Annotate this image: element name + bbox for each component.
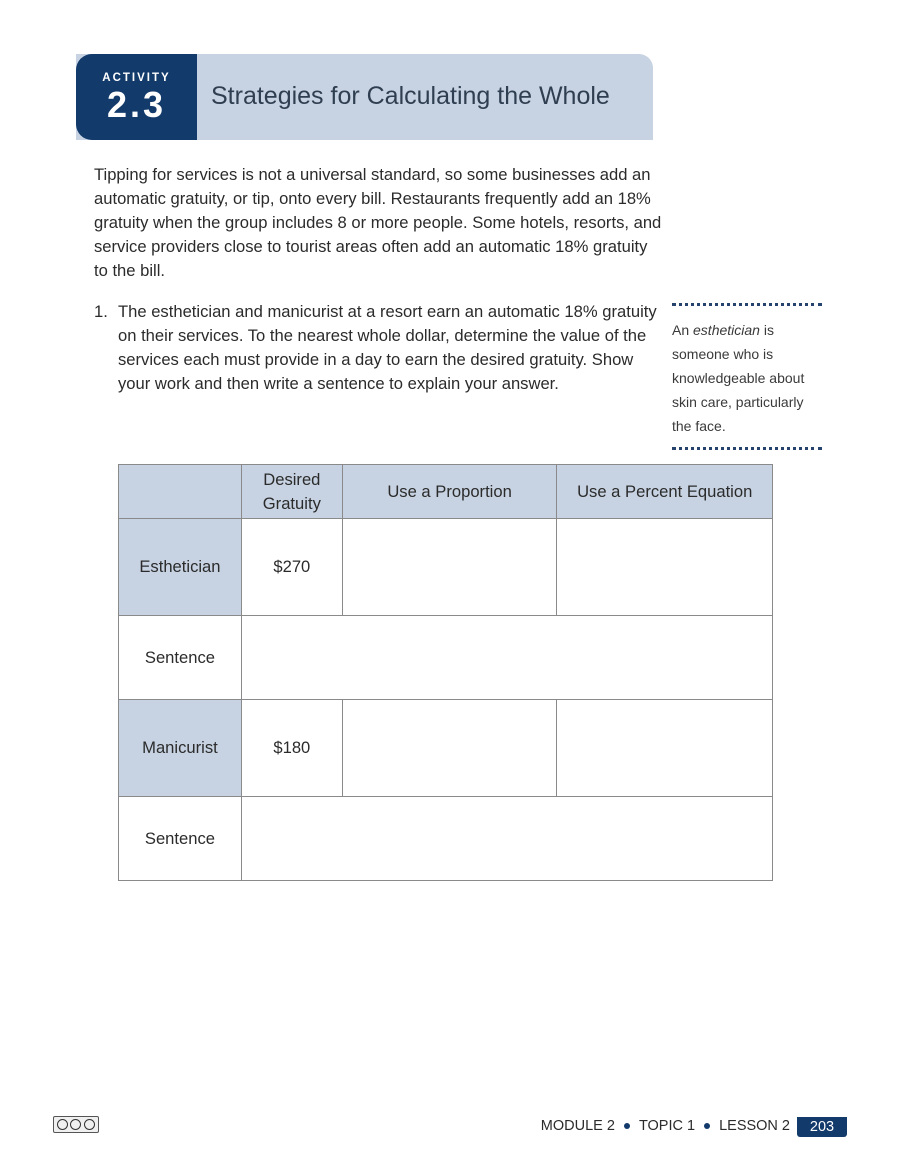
page-title: Strategies for Calculating the Whole: [211, 82, 610, 110]
work-table: [118, 464, 773, 881]
proportion-answer-esthetician[interactable]: [342, 519, 557, 616]
table-row-sentence-manicurist: [119, 797, 773, 881]
footer-lesson: LESSON 2: [719, 1118, 790, 1134]
activity-banner: [76, 54, 653, 140]
bullet-icon: [624, 1123, 630, 1129]
activity-label: ACTIVITY: [102, 72, 171, 84]
vocabulary-note: [672, 318, 824, 438]
intro-paragraph: Tipping for services is not a universal standard, so some businesses add an automatic gratuity, or tip, onto every bill. Restaurants frequently add an 18% gratuity when the group includes 8 or more people. Some hotels, resorts, and service providers close to tourist areas often add an automatic 18% gratuity to the bill.: [94, 165, 662, 280]
table-header-row: [119, 465, 773, 519]
row-label-manicurist: Manicurist: [119, 700, 242, 797]
header-use-proportion: Use a Proportion: [342, 465, 557, 519]
header-desired-gratuity-label: Desired Gratuity: [262, 469, 321, 513]
by-circle-icon: [70, 1119, 81, 1130]
header-use-percent-equation: Use a Percent Equation: [557, 465, 773, 519]
question-text: The esthetician and manicurist at a resort earn an automatic 18% gratuity on their services. To the nearest whole dollar, determine the value of the services each must provide in a day to earn the desired gratuity. Show your work and then write a sentence to explain your answer.: [118, 302, 657, 393]
footer-module: MODULE 2: [540, 1118, 615, 1134]
activity-badge: [76, 54, 197, 140]
note-divider-top: [672, 303, 822, 307]
note-term: esthetician: [693, 322, 760, 338]
question-number: 1.: [94, 302, 108, 321]
creative-commons-license-icon: [53, 1116, 99, 1133]
footer-breadcrumb: [541, 1118, 790, 1134]
gratuity-esthetician: $270: [241, 519, 342, 616]
page-number: 203: [797, 1117, 847, 1137]
proportion-answer-manicurist[interactable]: [342, 700, 557, 797]
sentence-label-manicurist: Sentence: [119, 797, 242, 881]
gratuity-manicurist: $180: [241, 700, 342, 797]
note-definition: is someone who is knowledgeable about skin care, particularly the face.: [672, 322, 805, 434]
activity-number: 2.3: [106, 84, 167, 125]
note-divider-bottom: [672, 447, 822, 451]
percent-equation-answer-esthetician[interactable]: [557, 519, 773, 616]
row-label-esthetician: Esthetician: [119, 519, 242, 616]
nc-circle-icon: [84, 1119, 95, 1130]
cc-circle-icon: [57, 1119, 68, 1130]
table-row-sentence-esthetician: [119, 616, 773, 700]
sentence-answer-manicurist[interactable]: [241, 797, 772, 881]
table-row-manicurist: [119, 700, 773, 797]
table-row-esthetician: [119, 519, 773, 616]
bullet-icon: [704, 1123, 710, 1129]
sentence-label-esthetician: Sentence: [119, 616, 242, 700]
footer-topic: TOPIC 1: [638, 1118, 696, 1134]
header-desired-gratuity: [241, 465, 342, 519]
header-cell-empty: [119, 465, 242, 519]
sentence-answer-esthetician[interactable]: [241, 616, 772, 700]
percent-equation-answer-manicurist[interactable]: [557, 700, 773, 797]
note-prefix: An: [672, 322, 694, 338]
